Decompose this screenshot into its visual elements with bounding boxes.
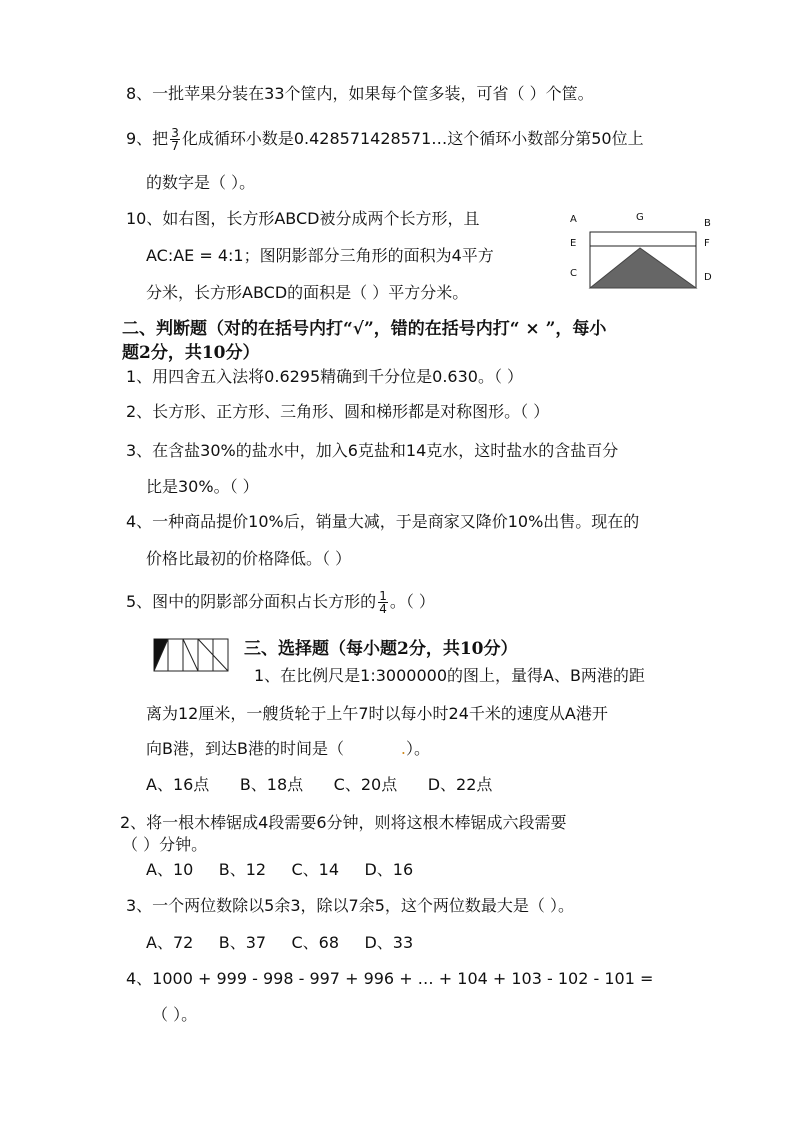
- fraction-numerator: 3: [171, 126, 179, 140]
- judge-question-2: 2、长方形、正方形、三角形、圆和梯形都是对称图形。（ ）: [126, 402, 550, 421]
- choice-question-3-options: A、72 B、37 C、68 D、33: [146, 933, 414, 952]
- fraction-denominator: 4: [379, 602, 387, 616]
- label-c: C: [570, 268, 577, 279]
- question-10-line2: AC:AE = 4:1；图阴影部分三角形的面积为4平方: [146, 246, 494, 265]
- judge-question-5-prefix: 5、图中的阴影部分面积占长方形的: [126, 592, 377, 611]
- question-10-line3: 分米，长方形ABCD的面积是（ ）平方分米。: [146, 283, 469, 302]
- label-d: D: [704, 272, 712, 283]
- judge-question-4: 4、一种商品提价10%后，销量大减，于是商家又降价10%出售。现在的: [126, 512, 640, 531]
- question-9-suffix: 化成循环小数是0.428571428571…这个循环小数部分第50位上: [181, 129, 644, 148]
- choice-question-2-line2: （ ）分钟。: [122, 835, 208, 854]
- section-2-title-line2: 题2分，共10分）: [122, 343, 260, 363]
- question-9: [126, 124, 644, 154]
- shaded-rectangle-figure: [153, 638, 229, 672]
- choice-question-4: 4、1000 + 999 - 998 - 997 + 996 + … + 104 + 103 - 102 - 101 =: [126, 969, 654, 988]
- judge-question-4-line2: 价格比最初的价格降低。（ ）: [146, 549, 352, 568]
- choice-question-3: 3、一个两位数除以5余3，除以7余5，这个两位数最大是（ ）。: [126, 896, 574, 915]
- choice-question-1-line3-end: ）。: [405, 739, 430, 758]
- judge-question-5: [126, 587, 435, 617]
- question-9-prefix: 9、把: [126, 129, 169, 148]
- label-f: F: [704, 238, 710, 249]
- question-10-line1: 10、如右图，长方形ABCD被分成两个长方形，且: [126, 209, 480, 228]
- section-3-title: 三、选择题（每小题2分，共10分）: [244, 639, 518, 659]
- choice-question-2-options: A、10 B、12 C、14 D、16: [146, 860, 414, 879]
- choice-question-1: 1、在比例尺是1:3000000的图上，量得A、B两港的距: [254, 666, 645, 685]
- choice-question-2: 2、将一根木棒锯成4段需要6分钟，则将这根木棒锯成六段需要: [120, 813, 567, 832]
- answer-blank-mark: .: [400, 739, 406, 758]
- section-2-title: 二、判断题（对的在括号内打“√”，错的在括号内打“ × ”，每小: [122, 319, 607, 339]
- choice-question-1-line3-text: 向B港，到达B港的时间是（: [146, 739, 344, 758]
- choice-question-1-line3: [146, 738, 430, 760]
- question-9-line2: 的数字是（ ）。: [146, 173, 256, 192]
- rectangle-abcd-figure: [564, 208, 724, 298]
- diagonal-line: [183, 639, 198, 671]
- label-g: G: [636, 212, 644, 223]
- label-e: E: [570, 238, 577, 249]
- question-8: 8、一批苹果分装在33个筐内，如果每个筐多装，可省（ ）个筐。: [126, 84, 594, 103]
- label-b: B: [704, 218, 711, 229]
- judge-question-1: 1、用四舍五入法将0.6295精确到千分位是0.630。（ ）: [126, 367, 524, 386]
- fraction-1-4: [378, 590, 388, 615]
- judge-question-5-suffix: 。（ ）: [389, 592, 435, 611]
- label-a: A: [570, 214, 577, 225]
- shaded-triangle: [590, 248, 696, 288]
- fraction-numerator: 1: [379, 589, 387, 603]
- judge-question-3: 3、在含盐30%的盐水中，加入6克盐和14克水，这时盐水的含盐百分: [126, 441, 619, 460]
- fraction-3-7: [170, 127, 180, 152]
- choice-question-1-options: A、16点 B、18点 C、20点 D、22点: [146, 775, 493, 794]
- choice-question-4-line2: （ ）。: [152, 1005, 198, 1024]
- judge-question-3-line2: 比是30%。（ ）: [146, 477, 259, 496]
- fraction-denominator: 7: [171, 139, 179, 153]
- choice-question-1-line2: 离为12厘米，一艘货轮于上午7时以每小时24千米的速度从A港开: [146, 704, 608, 723]
